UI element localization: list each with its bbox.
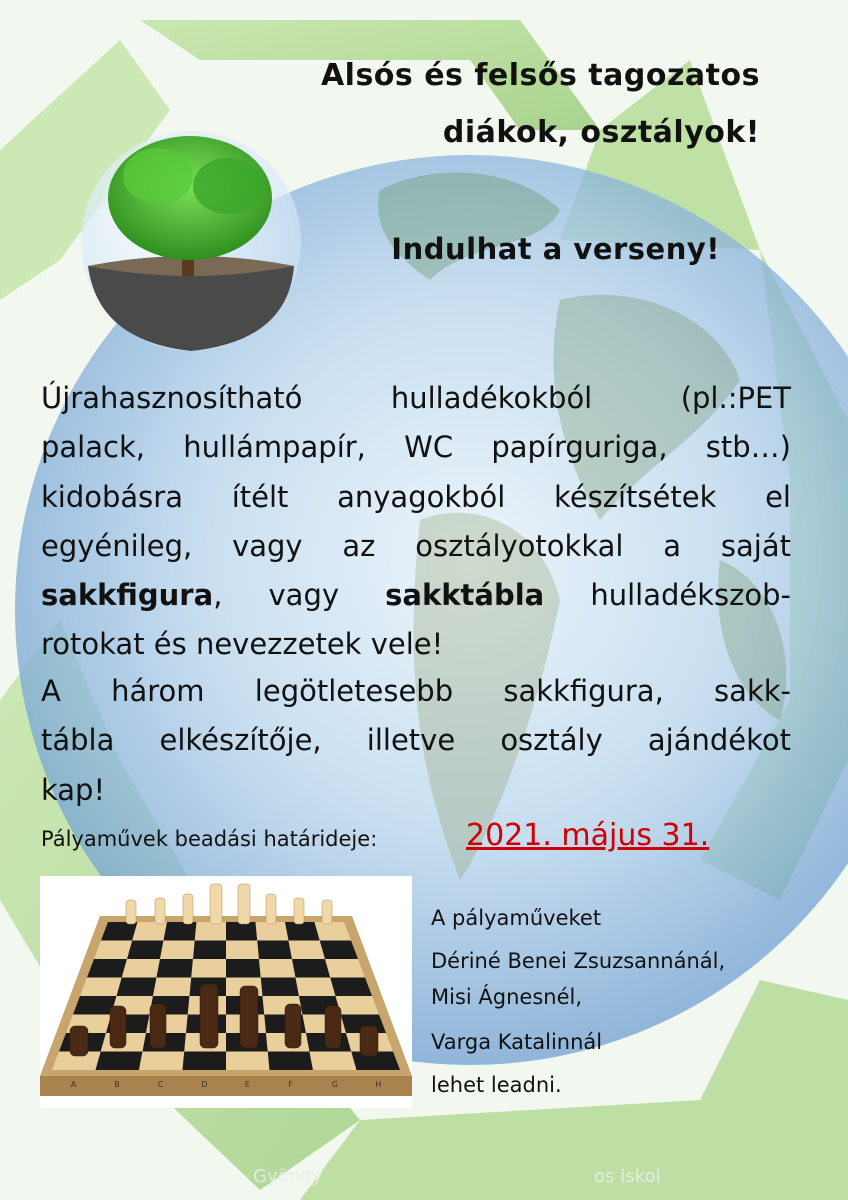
- chess-square: [226, 1052, 270, 1071]
- chess-square: [132, 922, 167, 941]
- bold-sakktabla: sakktábla: [385, 578, 545, 613]
- paragraph-2: [41, 667, 791, 815]
- board-file-label: A: [70, 1080, 77, 1089]
- chess-square: [191, 959, 226, 978]
- text-vagy: , vagy: [213, 578, 386, 613]
- chess-square: [296, 978, 336, 997]
- paragraph-1-line-4: egyénileg, vagy az osztályotokkal a saját: [41, 528, 791, 563]
- chess-square: [310, 1052, 357, 1071]
- chess-square: [285, 922, 320, 941]
- board-file-label: G: [331, 1080, 338, 1089]
- paragraph-1-line-3: kidobásra ítélt anyagokból készítsétek el: [41, 479, 791, 514]
- contact-name-1: Dériné Benei Zsuzsannánál,: [431, 949, 726, 973]
- chess-square: [183, 1052, 227, 1071]
- footer-left: Gyöngy: [253, 1166, 323, 1187]
- chess-square: [226, 959, 261, 978]
- chess-square: [256, 922, 289, 941]
- chessboard-image: [40, 876, 412, 1108]
- chess-square: [80, 978, 122, 997]
- heading-line-2: diákok, osztályok!: [442, 115, 760, 150]
- heading-line-1: Alsós és felsős tagozatos: [320, 58, 760, 93]
- subtitle: Indulhat a verseny!: [391, 232, 720, 266]
- chess-square: [164, 922, 197, 941]
- bold-sakkfigura: sakkfigura: [41, 578, 214, 613]
- chess-square: [261, 978, 299, 997]
- chess-square: [325, 959, 365, 978]
- board-file-label: E: [244, 1080, 250, 1089]
- deadline-label: Pályaművek beadási határideje:: [41, 827, 378, 851]
- tree-globe-image: [78, 126, 304, 356]
- paragraph-1-line-2: palack, hullámpapír, WC papírguriga, stb…): [41, 430, 791, 465]
- chess-square: [193, 941, 226, 960]
- paragraph-1: [41, 374, 791, 670]
- contact-name-3: Varga Katalinnál: [431, 1030, 603, 1054]
- paragraph-1-line-5: [41, 571, 791, 620]
- contacts-intro: A pályaműveket: [431, 906, 602, 930]
- chess-square: [139, 1052, 184, 1071]
- chess-square: [226, 941, 259, 960]
- chess-square: [127, 941, 164, 960]
- chess-square: [259, 959, 296, 978]
- chess-square: [292, 959, 330, 978]
- board-file-label: D: [201, 1080, 208, 1089]
- chess-square: [257, 941, 292, 960]
- board-file-label: F: [288, 1080, 293, 1089]
- chess-square: [117, 978, 157, 997]
- chess-square: [289, 941, 326, 960]
- paragraph-2-line-3: kap!: [41, 772, 106, 807]
- paragraph-2-line-2: tábla elkészítője, illetve osztály ajándékot: [41, 723, 791, 758]
- chess-square: [153, 978, 191, 997]
- chess-square: [160, 941, 195, 960]
- footer-right: os Iskol: [594, 1166, 661, 1187]
- contacts-outro: lehet leadni.: [431, 1073, 562, 1097]
- chess-square: [122, 959, 160, 978]
- board-file-label: B: [114, 1080, 120, 1089]
- chess-square: [195, 922, 226, 941]
- chess-square: [96, 1052, 143, 1071]
- paragraph-1-line-1: Újrahasznosítható hulladékokból (pl.:PET: [41, 381, 791, 415]
- deadline-date: 2021. május 31.: [466, 818, 710, 853]
- chess-square: [157, 959, 194, 978]
- board-file-label: H: [375, 1080, 382, 1089]
- paragraph-2-line-1: A három legötletesebb sakkfigura, sakk-: [41, 674, 791, 708]
- chess-square: [268, 1052, 313, 1071]
- chess-square: [226, 922, 257, 941]
- contacts: [431, 906, 831, 1097]
- paragraph-1-line-6: rotokat és nevezzetek vele!: [41, 627, 444, 662]
- contact-name-2: Misi Ágnesnél,: [431, 985, 583, 1009]
- chess-square: [330, 978, 372, 997]
- chess-square: [87, 959, 127, 978]
- text-hulladekszob: hulladékszob-: [544, 578, 791, 613]
- chess-square: [336, 996, 380, 1015]
- board-file-label: C: [157, 1080, 164, 1089]
